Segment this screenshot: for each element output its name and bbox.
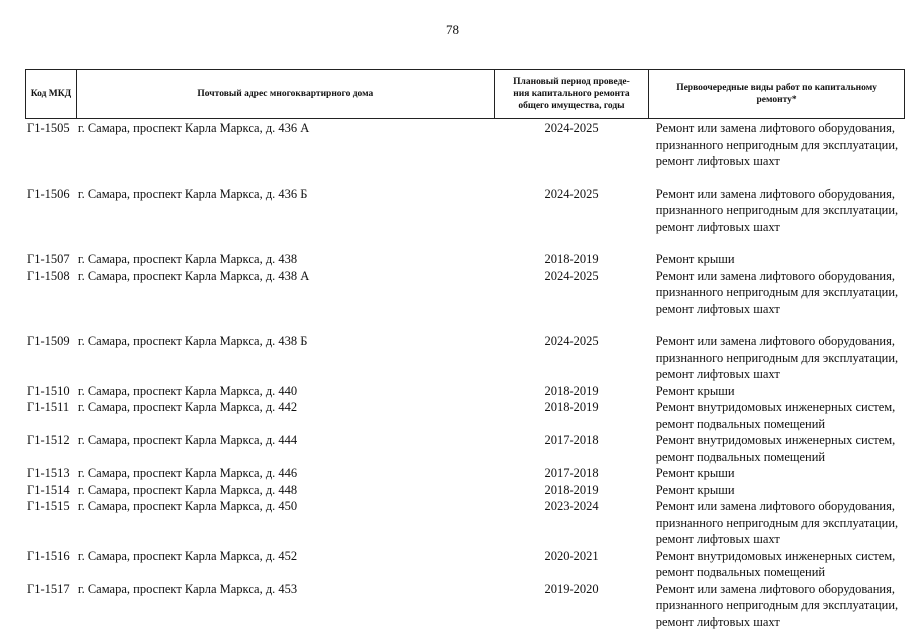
row-code: Г1-1512 — [27, 433, 70, 447]
row-address: г. Самара, проспект Карла Маркса, д. 448 — [77, 482, 298, 497]
row-code: Г1-1506 — [27, 186, 70, 201]
capital-repair-table — [25, 69, 905, 630]
row-period: 2017-2018 — [544, 433, 599, 447]
row-address: г. Самара, проспект Карла Маркса, д. 438 Б — [77, 334, 308, 348]
row-period: 2024-2025 — [544, 186, 599, 201]
table-row — [25, 482, 905, 499]
row-works: Ремонт или замена лифтового оборудования, признанного непригодным для эксплуатации, ремонт лифтовых шахт — [655, 499, 899, 546]
row-code: Г1-1509 — [27, 334, 70, 348]
table-row — [25, 581, 905, 631]
table-row — [25, 120, 905, 170]
row-code: Г1-1517 — [27, 581, 70, 596]
table-row — [25, 333, 905, 383]
row-code: Г1-1508 — [27, 268, 70, 283]
row-works: Ремонт или замена лифтового оборудования, признанного непригодным для эксплуатации, ремонт лифтовых шахт — [655, 334, 899, 381]
page-number: 78 — [446, 22, 459, 37]
table-row — [25, 186, 905, 236]
table-row — [25, 498, 905, 548]
row-code: Г1-1507 — [27, 252, 70, 266]
row-code: Г1-1514 — [27, 482, 70, 497]
row-period: 2024-2025 — [544, 121, 599, 135]
row-address: г. Самара, проспект Карла Маркса, д. 438 — [77, 252, 298, 266]
header-address: Почтовый адрес многоквартирного дома — [77, 70, 495, 118]
row-period: 2020-2021 — [544, 548, 599, 563]
row-code: Г1-1513 — [27, 466, 70, 480]
row-works: Ремонт внутридомовых инженерных систем, ремонт подвальных помещений — [655, 433, 896, 464]
header-works: Первоочередные виды работ по капитальному ремонту* — [649, 70, 905, 118]
row-period: 2018-2019 — [544, 482, 599, 497]
table-header — [25, 69, 905, 119]
row-code: Г1-1511 — [27, 400, 70, 414]
row-works: Ремонт крыши — [655, 383, 735, 398]
table-row — [25, 399, 905, 432]
row-period: 2018-2019 — [544, 383, 599, 398]
row-period: 2024-2025 — [544, 334, 599, 348]
table-row — [25, 268, 905, 318]
row-works: Ремонт или замена лифтового оборудования, признанного непригодным для эксплуатации, ремонт лифтовых шахт — [655, 581, 899, 629]
table-body — [25, 120, 905, 630]
row-code: Г1-1510 — [27, 383, 70, 398]
row-works: Ремонт или замена лифтового оборудования, признанного непригодным для эксплуатации, ремонт лифтовых шахт — [655, 186, 899, 234]
row-period: 2018-2019 — [544, 400, 599, 414]
row-works: Ремонт внутридомовых инженерных систем, ремонт подвальных помещений — [655, 548, 896, 579]
table-row — [25, 432, 905, 465]
row-code: Г1-1505 — [27, 121, 70, 135]
row-works: Ремонт крыши — [655, 466, 735, 480]
row-address: г. Самара, проспект Карла Маркса, д. 436 А — [77, 121, 310, 135]
row-address: г. Самара, проспект Карла Маркса, д. 452 — [77, 548, 298, 563]
header-code: Код МКД — [26, 70, 77, 118]
row-works: Ремонт или замена лифтового оборудования, признанного непригодным для эксплуатации, ремонт лифтовых шахт — [655, 268, 899, 316]
row-address: г. Самара, проспект Карла Маркса, д. 438 А — [77, 268, 310, 283]
row-code: Г1-1516 — [27, 548, 70, 563]
row-period: 2017-2018 — [544, 466, 599, 480]
row-code: Г1-1515 — [27, 499, 70, 513]
row-works: Ремонт внутридомовых инженерных систем, ремонт подвальных помещений — [655, 400, 896, 431]
table-row — [25, 548, 905, 581]
row-period: 2023-2024 — [544, 499, 599, 513]
row-period: 2024-2025 — [544, 268, 599, 283]
row-address: г. Самара, проспект Карла Маркса, д. 436 Б — [77, 186, 308, 201]
row-address: г. Самара, проспект Карла Маркса, д. 440 — [77, 383, 298, 398]
table-row — [25, 251, 905, 268]
row-period: 2019-2020 — [544, 581, 599, 596]
row-works: Ремонт или замена лифтового оборудования, признанного непригодным для эксплуатации, ремонт лифтовых шахт — [655, 121, 899, 168]
row-works: Ремонт крыши — [655, 252, 735, 266]
table-row — [25, 383, 905, 400]
table-row — [25, 465, 905, 482]
header-period: Плановый период проведе- ния капитального ремонта общего имущества, годы — [495, 70, 649, 118]
row-address: г. Самара, проспект Карла Маркса, д. 444 — [77, 433, 298, 447]
row-address: г. Самара, проспект Карла Маркса, д. 442 — [77, 400, 298, 414]
row-address: г. Самара, проспект Карла Маркса, д. 446 — [77, 466, 298, 480]
row-period: 2018-2019 — [544, 252, 599, 266]
row-address: г. Самара, проспект Карла Маркса, д. 450 — [77, 499, 298, 513]
row-works: Ремонт крыши — [655, 482, 735, 497]
row-address: г. Самара, проспект Карла Маркса, д. 453 — [77, 581, 298, 596]
